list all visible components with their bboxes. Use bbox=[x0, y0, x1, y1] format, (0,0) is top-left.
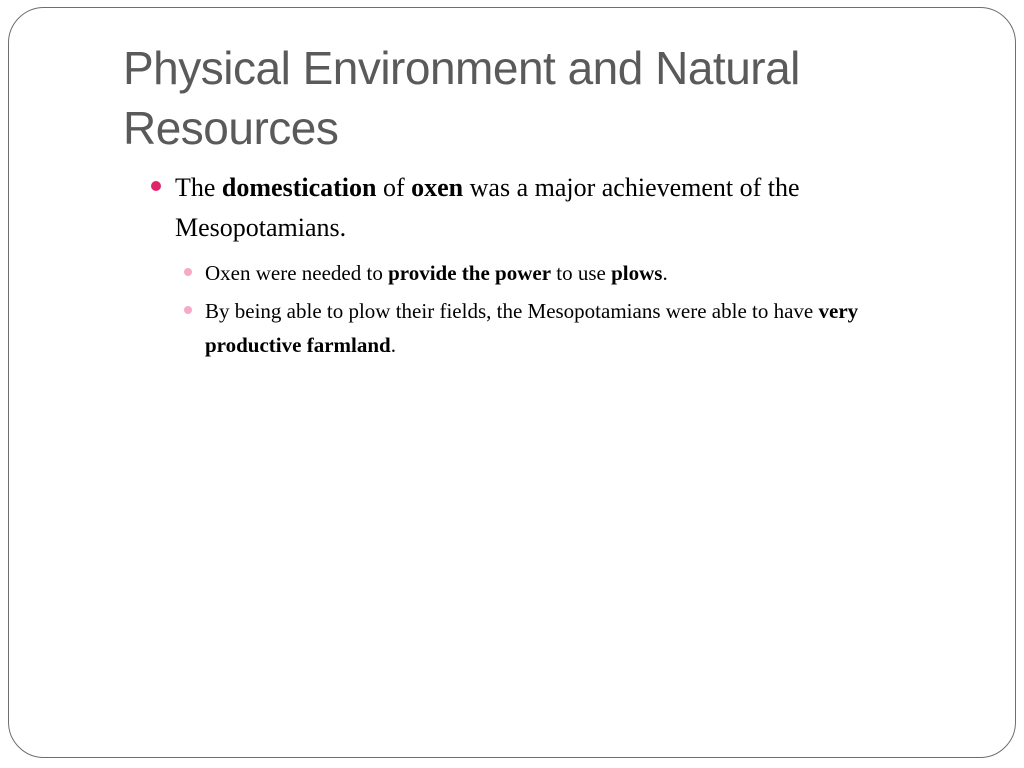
sub-bullet-text: to use bbox=[551, 261, 612, 285]
bold-provide-power: provide the power bbox=[388, 261, 552, 285]
bullet-domestication bbox=[148, 168, 948, 248]
bullet-dot-icon bbox=[151, 181, 161, 191]
slide-frame bbox=[8, 7, 1016, 758]
bold-domestication: domestication bbox=[221, 173, 377, 202]
title-line-1: Physical Environment and Natural bbox=[123, 42, 800, 94]
bold-oxen: oxen bbox=[411, 173, 464, 202]
slide-title bbox=[123, 38, 943, 158]
sub-bullet-dot-icon bbox=[184, 306, 192, 314]
sub-bullet-dot-icon bbox=[184, 268, 192, 276]
bullet-text: was a major achievement of the Mesopotamians. bbox=[175, 173, 800, 242]
sub-bullet-text: . bbox=[662, 261, 668, 285]
bold-plows: plows bbox=[611, 261, 663, 285]
sub-bullet-text: . bbox=[390, 333, 396, 357]
sub-bullet-farmland bbox=[178, 294, 948, 362]
sub-bullet-text: Oxen were needed to bbox=[205, 261, 389, 285]
bold-productive-farmland: very productive farmland bbox=[205, 299, 859, 357]
slide-content bbox=[148, 168, 948, 366]
sub-bullet-power bbox=[178, 256, 948, 290]
title-line-2: Resources bbox=[123, 102, 339, 154]
sub-bullet-text: By being able to plow their fields, the Mesopotamians were able to have bbox=[205, 299, 819, 323]
bullet-text: The bbox=[175, 173, 222, 202]
bullet-text: of bbox=[376, 173, 412, 202]
